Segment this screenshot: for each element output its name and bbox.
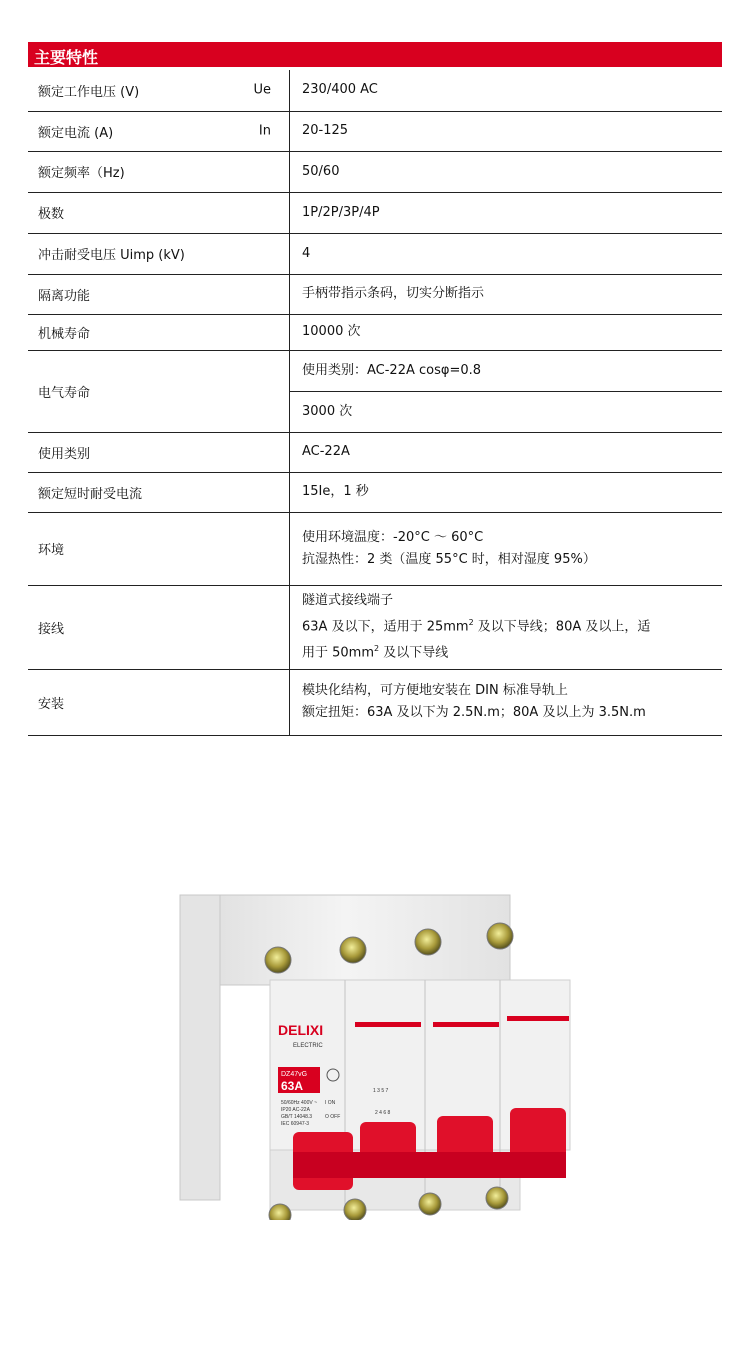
- row-value: 15Ie，1 秒: [290, 472, 723, 512]
- unit-symbol: In: [258, 123, 271, 139]
- row-value: 10000 次: [290, 314, 723, 350]
- screw-icon: [487, 923, 513, 949]
- breaker-left-side: [180, 895, 220, 1200]
- section-header: [28, 42, 722, 67]
- svg-text:O OFF: O OFF: [325, 1114, 341, 1120]
- row-value: 1P/2P/3P/4P: [290, 192, 723, 233]
- row-label: 使用类别: [28, 432, 290, 472]
- table-row: [28, 274, 722, 314]
- row-label: 额定电流 (A) In: [28, 111, 290, 151]
- row-value: 20-125: [290, 111, 723, 151]
- row-label: 电气寿命: [28, 350, 290, 432]
- screw-icon: [265, 947, 291, 973]
- row-label: 额定频率（Hz): [28, 151, 290, 192]
- row-label: 环境: [28, 512, 290, 585]
- svg-text:1 3 5 7: 1 3 5 7: [373, 1088, 389, 1094]
- table-row: [28, 70, 722, 111]
- row-label: 安装: [28, 669, 290, 735]
- row-label: 隔离功能: [28, 274, 290, 314]
- table-row: [28, 151, 722, 192]
- table-row: [28, 350, 722, 391]
- table-row: [28, 192, 722, 233]
- row-label: 机械寿命: [28, 314, 290, 350]
- row-value: 4: [290, 233, 723, 274]
- value-line: 63A 及以下，适用于 $25mm^2$ 及以下导线；80A 及以上，适: [302, 617, 651, 634]
- row-value: 使用类别：AC-22A cosφ=0.8: [290, 350, 723, 391]
- value-line: 用于 $50mm^2$ 及以下导线: [302, 644, 449, 661]
- row-value: 3000 次: [290, 391, 723, 432]
- section-title: 主要特性: [34, 48, 99, 67]
- screw-icon: [419, 1193, 441, 1215]
- svg-text:IP20 AC-22A: IP20 AC-22A: [281, 1107, 310, 1113]
- circuit-breaker-image: [175, 870, 575, 1220]
- row-label: 接线: [28, 585, 290, 669]
- row-value: [290, 512, 723, 585]
- svg-text:GB/T 14048.3: GB/T 14048.3: [281, 1114, 313, 1120]
- table-row: [28, 512, 722, 585]
- value-line: 使用环境温度：-20°C ～ 60°C: [302, 529, 484, 545]
- value-line: 模块化结构，可方便地安装在 DIN 标准导轨上: [302, 683, 568, 698]
- row-value: 手柄带指示条码，切实分断指示: [290, 274, 723, 314]
- row-value: 230/400 AC: [290, 70, 723, 111]
- row-value: 50/60: [290, 151, 723, 192]
- svg-text:I ON: I ON: [325, 1100, 336, 1106]
- row-value: AC-22A: [290, 432, 723, 472]
- toggle-bar: [293, 1152, 566, 1178]
- svg-text:2 4 6 8: 2 4 6 8: [375, 1110, 391, 1116]
- brand-subtitle: ELECTRIC: [293, 1043, 323, 1049]
- value-line: 抗湿热性：2 类（温度 55°C 时，相对湿度 95%）: [302, 551, 596, 567]
- table-row: [28, 432, 722, 472]
- rating-label: 63A: [281, 1079, 304, 1093]
- row-label: 额定短时耐受电流: [28, 472, 290, 512]
- row-value: [290, 585, 723, 669]
- table-row: [28, 233, 722, 274]
- table-row: [28, 111, 722, 151]
- brand-logo: DELIXI: [278, 1022, 324, 1038]
- value-line: 隧道式接线端子: [302, 592, 394, 608]
- table-row: [28, 669, 722, 735]
- screw-icon: [340, 937, 366, 963]
- row-label: 冲击耐受电压 Uimp (kV): [28, 233, 290, 274]
- screw-icon: [486, 1187, 508, 1209]
- spec-table: [28, 70, 722, 736]
- row-value: [290, 669, 723, 735]
- model-label: DZ47vG: [281, 1071, 308, 1078]
- row-label: 极数: [28, 192, 290, 233]
- table-row: [28, 585, 722, 669]
- svg-text:IEC 60947-3: IEC 60947-3: [281, 1121, 310, 1127]
- table-row: [28, 314, 722, 350]
- row-label: 额定工作电压 (V) Ue: [28, 70, 290, 111]
- svg-text:50/60Hz 400V ~: 50/60Hz 400V ~: [281, 1100, 317, 1106]
- table-row: [28, 472, 722, 512]
- value-line: 额定扭矩：63A 及以下为 2.5N.m；80A 及以上为 3.5N.m: [302, 705, 646, 720]
- screw-icon: [344, 1199, 366, 1220]
- unit-symbol: Ue: [253, 82, 271, 98]
- screw-icon: [415, 929, 441, 955]
